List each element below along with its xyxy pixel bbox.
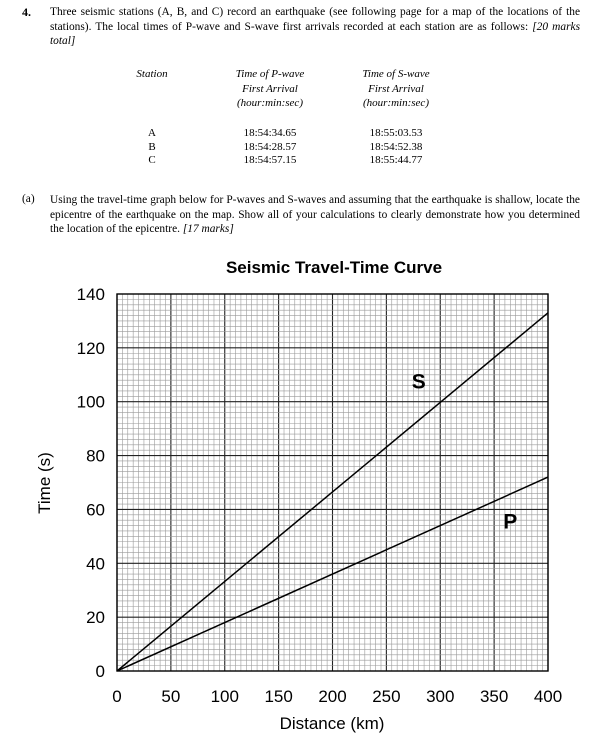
x-tick-label: 50 [161,687,181,706]
table-header-s-line: (hour:min:sec) [363,97,429,109]
travel-time-chart [0,250,612,750]
question-total-marks: [20 marks total] [50,20,580,47]
y-tick-label: 60 [86,500,105,520]
table-cell-station: B [148,140,156,153]
x-tick-label: 300 [426,687,455,706]
table-header-s-wave [336,67,456,111]
series-label-s: S [411,370,426,394]
part-a-text [50,193,580,237]
y-tick-label: 40 [86,554,105,574]
table-column-p-time [210,127,330,168]
table-header-s-line: Time of S-wave [362,68,430,80]
x-axis-label: Distance (km) [279,714,385,733]
question-intro [50,5,580,49]
table-header-p-wave [210,67,330,111]
y-axis-label: Time (s) [35,452,54,514]
y-tick-label: 80 [86,446,105,466]
table-cell-p-time: 18:54:57.15 [243,154,297,167]
x-tick-label: 250 [372,687,401,706]
chart-title: Seismic Travel-Time Curve [225,258,443,277]
table-cell-p-time: 18:54:34.65 [243,127,297,139]
x-tick-label: 350 [479,687,509,706]
table-header-station: Station [136,68,168,80]
table-column-s-time [336,127,456,168]
y-tick-label: 20 [86,608,105,628]
question-number: 4. [22,5,31,19]
part-a-instructions: Using the travel-time graph below for P-waves and S-waves and assuming that the earthquake is shallow, locate the epicentre of the earthquake on the map. Show all of your calculations to clearly demonstrate how you determined the location of the epicentre. [50,194,580,235]
table-cell-s-time: 18:55:44.77 [369,154,423,167]
table-cell-s-time: 18:54:52.38 [369,140,423,153]
x-tick-label: 400 [533,687,563,706]
chart-grid [117,294,548,671]
table-header-p-line: (hour:min:sec) [237,97,303,109]
table-header-p-line: Time of P-wave [235,68,305,80]
x-tick-label: 100 [210,687,239,706]
y-tick-label: 100 [76,392,105,412]
x-tick-label: 0 [112,687,122,706]
series-label-p: P [503,510,518,534]
x-tick-label: 200 [318,687,347,706]
x-tick-label: 150 [264,687,293,706]
part-a-label: (a) [22,193,35,205]
y-tick-label: 120 [76,338,105,358]
table-cell-s-time: 18:55:03.53 [369,127,423,139]
table-column-station [120,127,184,168]
table-cell-p-time: 18:54:28.57 [243,140,297,153]
y-tick-label: 140 [76,285,105,304]
table-header-s-line: First Arrival [368,82,424,95]
y-tick-label: 0 [95,662,105,681]
table-cell-station: C [148,154,156,167]
table-header-p-line: First Arrival [242,82,298,95]
part-a-marks: [17 marks] [182,223,234,235]
question-intro-text: Three seismic stations (A, B, and C) record an earthquake (see following page for a map of the locations of the stations). The local times of P-wave and S-wave first arrivals recorded at each station are as follows: [50,6,580,33]
table-cell-station: A [148,127,156,139]
